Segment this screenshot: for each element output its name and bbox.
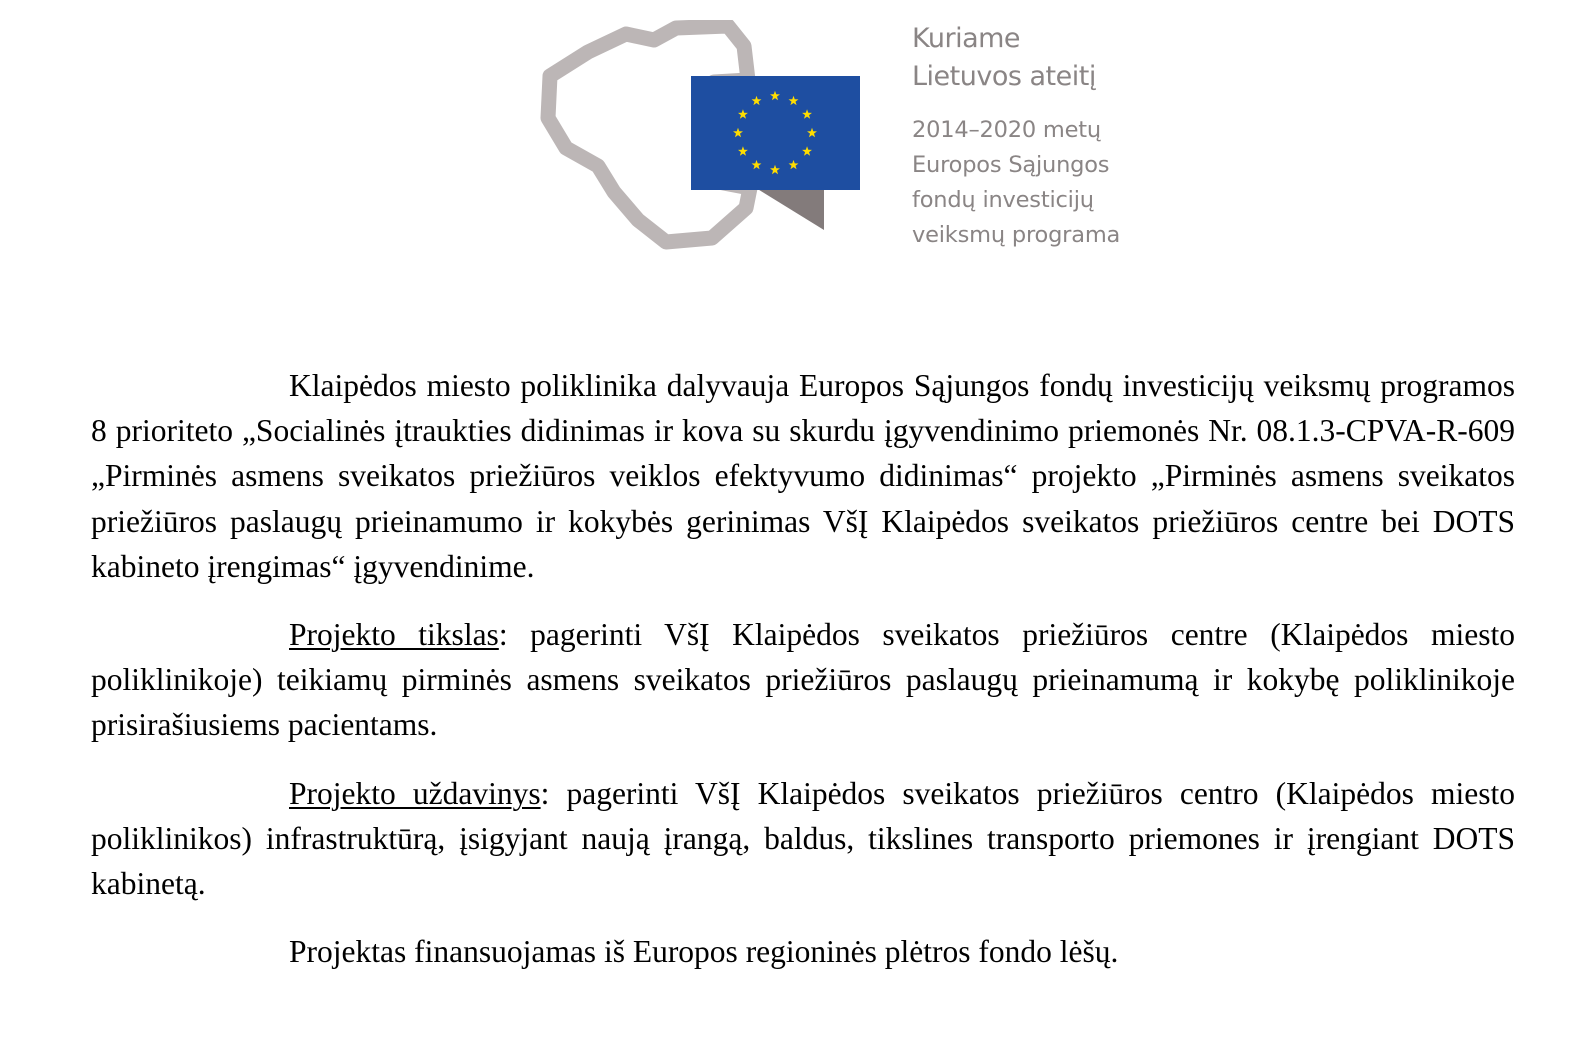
program-line: veiksmų programa	[912, 222, 1121, 248]
program-line: 2014–2020 metų	[912, 117, 1101, 143]
logo-slogan	[912, 20, 1120, 96]
logo-program-caption	[912, 113, 1120, 253]
goal-paragraph	[91, 612, 1515, 748]
program-line: Europos Sąjungos	[912, 152, 1110, 178]
task-paragraph	[91, 771, 1515, 907]
logo-text	[912, 20, 1120, 253]
eu-flag-lithuania-map-icon	[536, 20, 866, 252]
goal-label: Projekto tikslas	[289, 617, 499, 653]
funding-paragraph: Projektas finansuojamas iš Europos regioninės plėtros fondo lėšų.	[289, 934, 1119, 970]
task-text: : pagerinti VšĮ Klaipėdos sveikatos priežiūros centro (Klaipėdos miesto poliklinikos) infrastruktūrą, įsigyjant naują įrangą, baldus, tikslines transporto priemones ir įrengiant DOTS kabinetą.	[91, 775, 1515, 902]
slogan-line: Kuriame	[912, 23, 1021, 54]
flag-shadow-tab	[756, 188, 824, 230]
program-line: fondų investicijų	[912, 187, 1094, 213]
document-body	[91, 363, 1515, 974]
task-label: Projekto uždavinys	[289, 775, 541, 811]
slogan-line: Lietuvos ateitį	[912, 61, 1096, 92]
eu-funds-logo	[0, 0, 1574, 270]
intro-paragraph: Klaipėdos miesto poliklinika dalyvauja Europos Sąjungos fondų investicijų veiksmų programos 8 prioriteto „Socialinės įtraukties didinimas ir kova su skurdu įgyvendinimo priemonės Nr. 08.1.3-CPVA-R-609 „Pirminės asmens sveikatos priežiūros veiklos efektyvumo didinimas“ projekto „Pirminės asmens sveikatos priežiūros paslaugų prieinamumo ir kokybės gerinimas VšĮ Klaipėdos sveikatos priežiūros centre bei DOTS kabineto įrengimas“ įgyvendinime.	[91, 368, 1515, 584]
goal-text: : pagerinti VšĮ Klaipėdos sveikatos priežiūros centre (Klaipėdos miesto poliklinikoje) teikiamų pirminės asmens sveikatos priežiūros paslaugų prieinamumą ir kokybę poliklinikoje prisirašiusiems pacientams.	[91, 617, 1515, 743]
